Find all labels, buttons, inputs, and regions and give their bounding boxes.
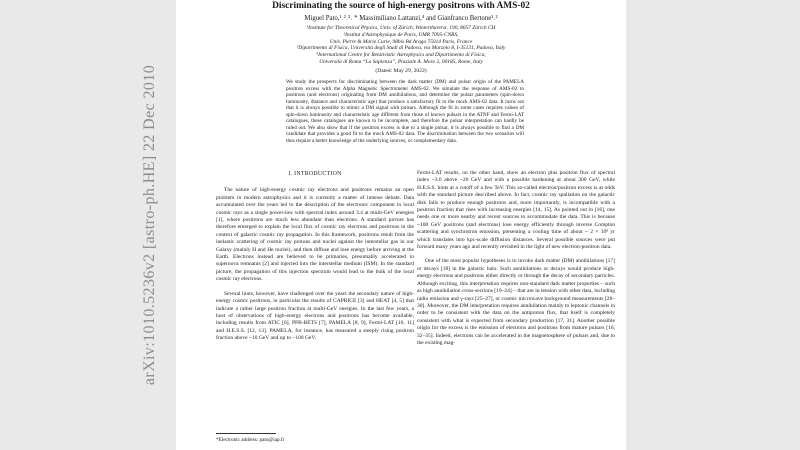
left-margin-background — [0, 0, 176, 450]
footnote-divider — [216, 433, 276, 434]
affiliation-line: ²Institut d'Astrophysique de Paris, UMR 7095-CNRS, — [343, 31, 459, 38]
footnote-email: *Electronic address: pato@iap.fr — [216, 437, 285, 443]
abstract: We study the prospects for discriminating between the dark matter (DM) and pulsar origin of the PAMELA positron excess with the Alpha Magnetic Spectrometer AMS-02. We simulate the response of AMS-02 to positrons (and electrons) originating from DM annihilations, and determine the pulsar parameters (spin-down luminosity, distance and characteristic age) that produce a satisfactory fit to the mock AMS-02 data. It turns out that it is always possible to mimic a DM signal with pulsars. Although the fit in some cases requires values of spin-down luminosity and characteristic age different from those of known pulsars in the ATNF and Fermi-LAT catalogues, these catalogues are known to be incomplete, and therefore the pulsar interpretation can hardly be ruled out. We also show that if the positron excess is due to a single pulsar, it is always possible to find a DM candidate that provides a good fit to the mock AMS-02 data. The discrimination between the two scenarios will thus require a better knowledge of the underlying sources, or complementary data. — [286, 79, 524, 144]
paper-title: Discriminating the source of high-energy positrons with AMS-02 — [272, 1, 530, 11]
affiliation-line: Univ. Pierre & Marie Curie, 98bis Bd Arago 75014 Paris, France — [329, 38, 473, 45]
author-list: Miguel Pato,¹˒²˒³˒ * Massimiliano Lattanzi,⁴ and Gianfranco Bertone¹˒² — [304, 15, 498, 22]
right-margin-background — [626, 0, 800, 450]
affiliation-line: ³Dipartimento di Fisica, Università degli Studi di Padova, via Marzolo 8, I-35131, Padova, Italy — [296, 45, 506, 52]
paragraph: One of the most popular hypotheses is to invoke dark matter (DM) annihilations [17] or decays [18] in the galactic halo. Such annihilations or decays would produce high-energy electrons and positrons either directly or through the decay of secondary particles. Although exciting, this interpretation requires non-standard dark matter properties – such as high annihilation cross-sections [19–24] – that are in tension with other data, including radio emission and γ-rays [25–27], or cosmic microwave background measurements [28–30]. Moreover, the DM interpretation requires annihilation mainly to leptonic channels in order to be consistent with the data on the antiproton flux, that itself is completely consistent with what is expected from secondary production [17, 31]. Another possible origin for the excess is the emission of electrons and positrons from mature pulsars [16, 32–35]. Indeed, electrons can be accelerated in the magnetosphere of pulsars and, due to the existing mag- — [417, 258, 615, 346]
affiliation-line: ¹Institute for Theoretical Physics, Univ. of Zürich, Winterthurerst. 190, 8057 Zürich CH — [306, 25, 496, 31]
affiliation-line: ⁴International Centre for Relativistic Astrophysics and Dipartimento di Fisica, — [316, 52, 486, 59]
paragraph: Several hints, however, have challenged over the years the secondary nature of high-energy cosmic positrons, in particular the results of CAPRICE [3] and HEAT [4, 5] that indicate a rather large positron fraction at multi-GeV energies. In the last few years, a host of observations of high-energy electrons and positrons has become available, including results from ATIC [6], PPB-BETS [7], PAMELA [8, 9], Fermi-LAT [10, 11] and H.E.S.S. [12, 13]. PAMELA, for instance, has measured a steeply rising positron fraction above ~10 GeV and up to ~100 GeV. — [216, 290, 414, 342]
paper-page — [176, 0, 626, 450]
right-column — [417, 170, 615, 347]
left-column — [216, 170, 414, 343]
affiliation-list — [216, 25, 586, 66]
section-heading: I. INTRODUCTION — [288, 171, 342, 177]
paragraph: The nature of high-energy cosmic ray electrons and positrons remains an open problem in modern astrophysics and it is currently a matter of intense debate. Data accumulated over the years led to the description of the electronic component in local cosmic rays as a single power-law with spectral index around 3.4 at multi-GeV energies [1], where positrons are much less abundant than electrons. A standard picture has therefore emerged to explain the local flux of cosmic ray electrons and positrons in the context of galactic cosmic ray propagation. In this framework, positrons result from the inelastic scattering of cosmic ray protons and nuclei against the interstellar gas in our Galaxy (mainly H and He nuclei), and then diffuse and lose energy before arriving at the Earth. Electrons instead are believed to be primaries, presumably accelerated in supernova remnants [2] and injected into the interstellar medium (ISM). In the standard picture, the propagation of this injection spectrum would lead to the bulk of the local cosmic ray electrons. — [216, 187, 414, 283]
affiliation-line: Università di Roma “La Sapienza”, Piazzale A. Moro 2, 00185, Rome, Italy — [319, 58, 483, 65]
arxiv-identifier: arXiv:1010.5236v2 [astro-ph.HE] 22 Dec 2010 — [141, 64, 158, 386]
dated-line: (Dated: May 29, 2022) — [375, 68, 427, 74]
paragraph: Fermi-LAT results, on the other hand, show an electron plus positron flux of spectral index ~3.0 above ~20 GeV and with a possible hardening at about 300 GeV, while H.E.S.S. hints at a cutoff of a few TeV. This so-called electron/positron excess is at odds with the standard picture described above. In fact, cosmic ray spallation on the galactic disk fails to produce enough positrons and, more importantly, is incompatible with a positron fraction that rises with increasing energies [14, 15]. As pointed out in [16], one needs one or more nearby and recent sources to accommodate the data. This is because ~100 GeV positrons (and electrons) lose energy efficiently through inverse Compton scattering and synchrotron emission, presenting a cooling time of about ~ 2 × 10⁸ yr which translates into kpc-scale diffusion distances. Several possible sources were put forward many years ago and recently revisited in the light of new electron-positron data. — [417, 170, 615, 251]
